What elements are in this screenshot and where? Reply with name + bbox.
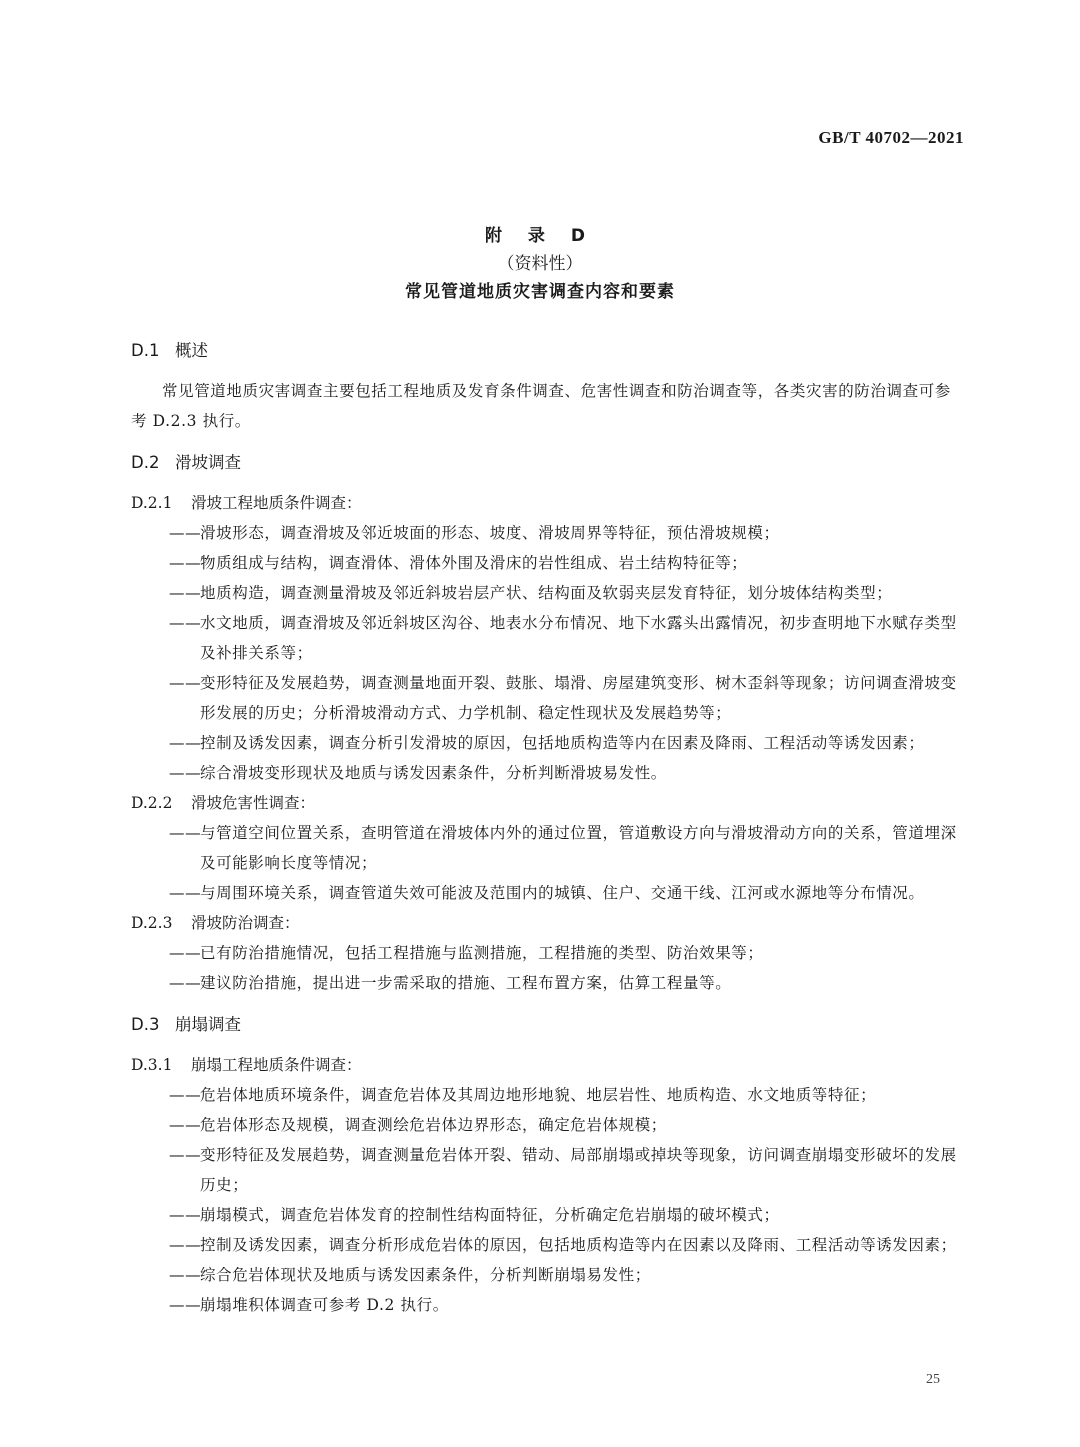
section-heading-d2 [131,450,966,476]
list-item [131,1200,966,1230]
list-item [131,938,966,968]
subsection-title: 滑坡危害性调查： [191,794,316,812]
list-item [131,518,966,548]
list-item-text: 控制及诱发因素，调查分析引发滑坡的原因，包括地质构造等内在因素及降雨、工程活动等诱发因素； [200,734,925,752]
list-dash: —— [169,884,202,902]
list-item-text: 危岩体形态及规模，调查测绘危岩体边界形态，确定危岩体规模； [200,1116,667,1134]
list-dash: —— [169,584,202,602]
list-item-text: 变形特征及发展趋势，调查测量地面开裂、鼓胀、塌滑、房屋建筑变形、树木歪斜等现象；访问调查滑坡变形发展的历史；分析滑坡滑动方式、力学机制、稳定性现状及发展趋势等； [200,674,957,722]
section-number: D.3 [131,1015,160,1034]
list-item [131,1260,966,1290]
list-dash: —— [169,524,202,542]
list-item-text: 滑坡形态，调查滑坡及邻近坡面的形态、坡度、滑坡周界等特征，预估滑坡规模； [200,524,780,542]
appendix-heading [0,222,1080,306]
list-item [131,1290,966,1320]
list-item [131,578,966,608]
list-item [131,728,966,758]
list-item-text: 与周围环境关系，调查管道失效可能波及范围内的城镇、住户、交通干线、江河或水源地等分布情况。 [200,884,925,902]
list-item [131,668,966,728]
list-item [131,758,966,788]
page-number: 25 [926,1372,940,1387]
list-item-text: 物质组成与结构，调查滑体、滑体外围及滑床的岩性组成、岩土结构特征等； [200,554,748,572]
list-dash: —— [169,614,202,632]
item-list [131,518,966,788]
list-item [131,1140,966,1200]
list-dash: —— [169,944,202,962]
subsection-title: 崩塌工程地质条件调查： [191,1056,362,1074]
list-item-text: 与管道空间位置关系，查明管道在滑坡体内外的通过位置，管道敷设方向与滑坡滑动方向的关系，管道埋深及可能影响长度等情况； [200,824,957,872]
section-number: D.2 [131,453,160,472]
list-item-text: 综合危岩体现状及地质与诱发因素条件，分析判断崩塌易发性； [200,1266,651,1284]
list-item [131,548,966,578]
list-item [131,878,966,908]
list-item-text: 崩塌模式，调查危岩体发育的控制性结构面特征，分析确定危岩崩塌的破坏模式； [200,1206,780,1224]
list-dash: —— [169,1236,202,1254]
list-item [131,968,966,998]
subsection-heading-d2-1 [131,488,966,518]
subsection-number: D.2.2 [131,794,173,812]
list-item-text: 已有防治措施情况，包括工程措施与监测措施，工程措施的类型、防治效果等； [200,944,764,962]
list-dash: —— [169,974,202,992]
section-title: 崩塌调查 [175,1015,241,1034]
list-item [131,1080,966,1110]
list-item [131,818,966,878]
appendix-label: 附 录 D [485,226,595,246]
document-body [131,338,966,1320]
subsection-title: 滑坡工程地质条件调查： [191,494,362,512]
list-dash: —— [169,1296,202,1314]
list-dash: —— [169,1086,202,1104]
paragraph: 常见管道地质灾害调查主要包括工程地质及发育条件调查、危害性调查和防治调查等，各类灾害的防治调查可参考 D.2.3 执行。 [131,382,951,430]
appendix-nature: （资料性） [497,254,583,274]
list-item-text: 水文地质，调查滑坡及邻近斜坡区沟谷、地表水分布情况、地下水露头出露情况，初步查明地下水赋存类型及补排关系等； [200,614,957,662]
list-item-text: 地质构造，调查测量滑坡及邻近斜坡岩层产状、结构面及软弱夹层发育特征，划分坡体结构类型； [200,584,893,602]
list-item-text: 危岩体地质环境条件，调查危岩体及其周边地形地貌、地层岩性、地质构造、水文地质等特征； [200,1086,877,1104]
section-number: D.1 [131,341,160,360]
list-item-text: 建议防治措施，提出进一步需采取的措施、工程布置方案，估算工程量等。 [200,974,732,992]
list-item-text: 控制及诱发因素，调查分析形成危岩体的原因，包括地质构造等内在因素以及降雨、工程活动等诱发因素； [200,1236,957,1254]
item-list [131,1080,966,1320]
list-dash: —— [169,1146,202,1164]
list-dash: —— [169,824,202,842]
appendix-title: 常见管道地质灾害调查内容和要素 [405,282,675,302]
list-dash: —— [169,1266,202,1284]
subsection-heading-d3-1 [131,1050,966,1080]
list-dash: —— [169,1206,202,1224]
section-heading-d3 [131,1012,966,1038]
list-item-text: 综合滑坡变形现状及地质与诱发因素条件，分析判断滑坡易发性。 [200,764,667,782]
section-title: 概述 [175,341,208,360]
section-title: 滑坡调查 [175,453,241,472]
subsection-number: D.3.1 [131,1056,173,1074]
subsection-heading-d2-2 [131,788,966,818]
list-dash: —— [169,1116,202,1134]
list-dash: —— [169,734,202,752]
section-heading-d1 [131,338,966,364]
list-dash: —— [169,674,202,692]
subsection-number: D.2.1 [131,494,173,512]
item-list [131,938,966,998]
list-item [131,608,966,668]
standard-code: GB/T 40702—2021 [818,128,964,147]
list-item [131,1110,966,1140]
list-item-text: 变形特征及发展趋势，调查测量危岩体开裂、错动、局部崩塌或掉块等现象，访问调查崩塌变形破坏的发展历史； [200,1146,957,1194]
subsection-title: 滑坡防治调查： [191,914,300,932]
list-dash: —— [169,764,202,782]
subsection-heading-d2-3 [131,908,966,938]
subsection-number: D.2.3 [131,914,173,932]
item-list [131,818,966,908]
list-dash: —— [169,554,202,572]
list-item [131,1230,966,1260]
list-item-text: 崩塌堆积体调查可参考 D.2 执行。 [200,1296,449,1314]
